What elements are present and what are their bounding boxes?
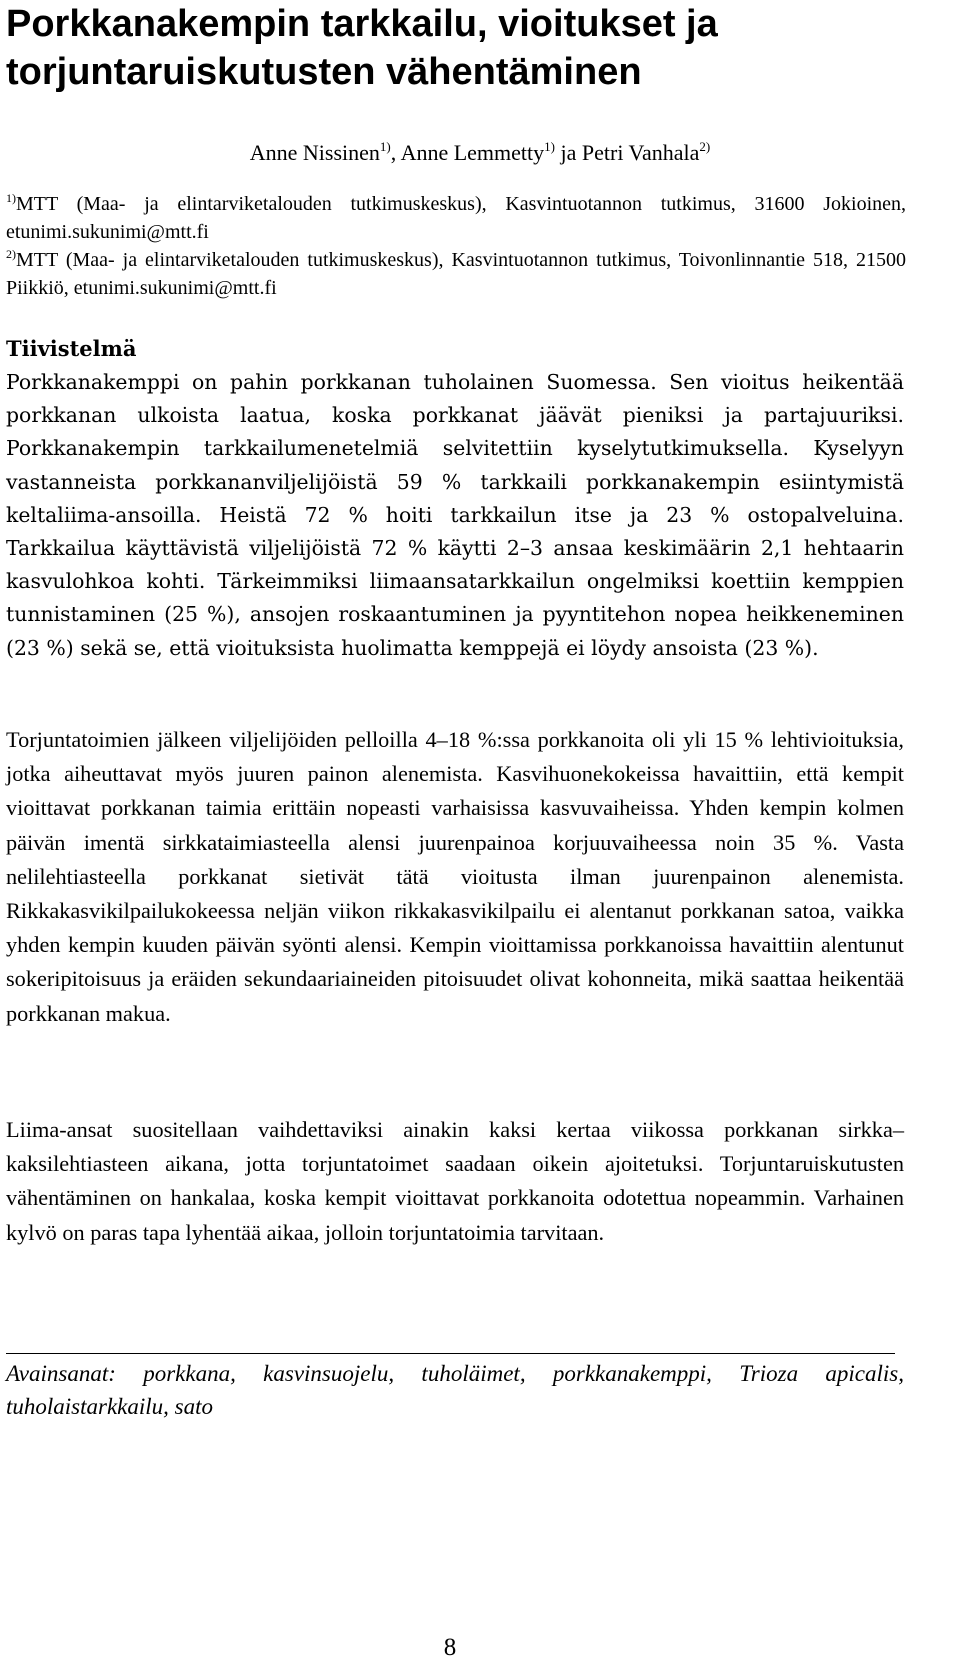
keywords: Avainsanat: porkkana, kasvinsuojelu, tuholäimet, porkkanakemppi, Trioza apicalis, tuholaistarkkailu, sato [6,1361,904,1419]
affiliation [6,190,906,246]
author-affiliation-mark: 2) [699,139,711,154]
affiliation-mark: 1) [6,191,16,205]
abstract-heading: Tiivistelmä [6,336,137,361]
divider [6,1353,895,1354]
abstract-paragraph: Liima-ansat suositellaan vaihdettaviksi ainakin kaksi kertaa viikossa porkkanan sirkka–kaksilehtiasteen aikana, jotta torjuntatoimet saadaan oikein ajoitetuksi. Torjuntaruiskutusten vähentäminen on hankalaa, koska kempit vioittavat porkkanoita odotettua nopeammin. Varhainen kylvö on paras tapa lyhentää aikaa, jolloin torjuntatoimia tarvitaan. [6,1117,904,1245]
affiliation-mark: 2) [6,247,16,261]
author-affiliation-mark: 1) [379,139,391,154]
page-number: 8 [443,1634,457,1661]
author-list [0,138,960,168]
affiliation-text: MTT (Maa- ja elintarviketalouden tutkimuskeskus), Kasvintuotannon tutkimus, 31600 Jokioinen, etunimi.sukunimi@mtt.fi [6,193,906,243]
paper-title: Porkkanakempin tarkkailu, vioitukset ja torjuntaruiskutusten vähentäminen [6,3,718,93]
abstract-paragraph: Torjuntatoimien jälkeen viljelijöiden pelloilla 4–18 %:ssa porkkanoita oli yli 15 % lehtivioituksia, jotka aiheuttavat myös juuren painon alenemista. Kasvihuonekokeissa havaittiin, että kempit vioittavat porkkanan taimia erittäin nopeasti varhaisissa kasvuvaiheissa. Yhden kempin kolmen päivän imentä sirkkataimiasteella alensi juurenpainoa korjuuvaiheessa noin 35 %. Vasta nelilehtiasteella porkkanat sietivät tätä vioitusta ilman juurenpainon alenemista. Rikkakasvikilpailukokeessa neljän viikon rikkakasvikilpailu ei alentanut porkkanan satoa, vaikka yhden kempin kuuden päivän syönti alensi. Kempin vioittamissa porkkanoissa havaittiin alentunut sokeripitoisuus ja eräiden sekundaariaineiden pitoisuudet olivat kohonneita, mikä saattaa heikentää porkkanan makua. [6,727,904,1026]
author-affiliation-mark: 1) [544,139,555,154]
author-name: Petri Vanhala [581,140,700,165]
author-separator: ja [554,140,582,165]
author-name: Anne Nissinen [249,140,380,165]
author-name: Anne Lemmetty [400,140,545,165]
affiliation-text: MTT (Maa- ja elintarviketalouden tutkimuskeskus), Kasvintuotannon tutkimus, Toivonlinnantie 518, 21500 Piikkiö, etunimi.sukunimi@mtt.fi [6,249,906,299]
abstract-paragraph: Porkkanakemppi on pahin porkkanan tuholainen Suomessa. Sen vioitus heikentää porkkanan ulkoista laatua, koska porkkanat jäävät pieniksi ja partajuuriksi. Porkkanakempin tarkkailumenetelmiä selvitettiin kyselytutkimuksella. Kyselyyn vastanneista porkkananviljelijöistä 59 % tarkkaili porkkanakempin esiintymistä keltaliima-ansoilla. Heistä 72 % hoiti tarkkailun itse ja 23 % ostopalveluina. Tarkkailua käyttävistä viljelijöistä 72 % käytti 2–3 ansaa keskimäärin 2,1 hehtaarin kasvulohkoa kohti. Tärkeimmiksi liimaansatarkkailun ongelmiksi koettiin kemppien tunnistaminen (25 %), ansojen roskaantuminen ja pyyntitehon nopea heikkeneminen (23 %) sekä se, että vioituksista huolimatta kemppejä ei löydy ansoista (23 %). [6,370,904,660]
affiliation [6,246,906,302]
author-separator: , [390,140,401,165]
